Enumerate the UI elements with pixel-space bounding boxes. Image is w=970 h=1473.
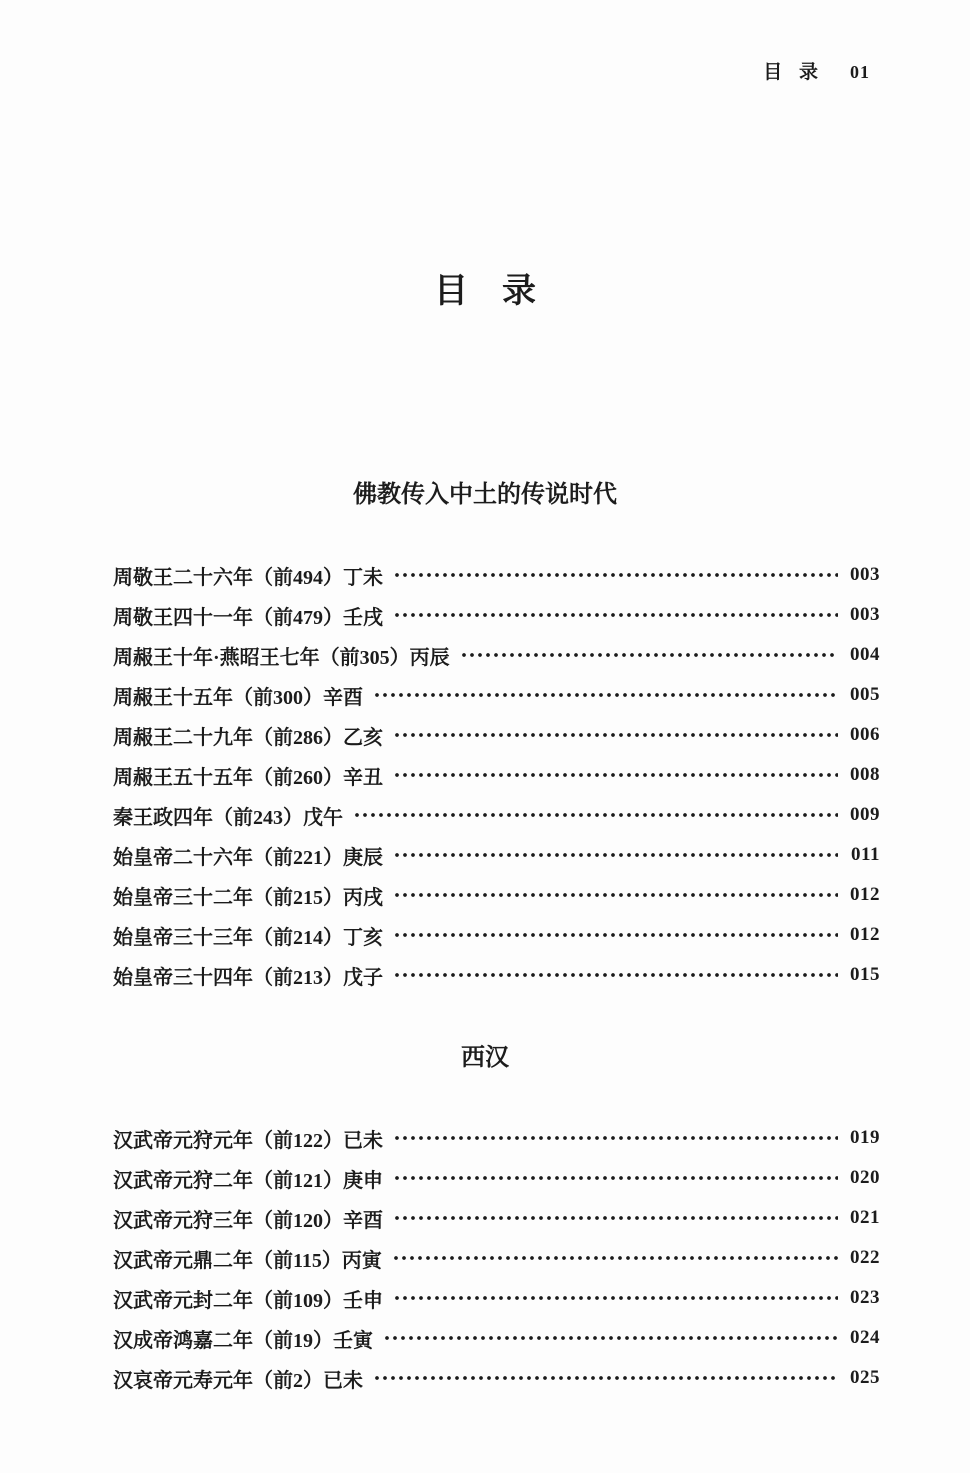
section-entries xyxy=(0,1118,970,1398)
dotted-leader xyxy=(393,915,838,955)
entry-page-number: 015 xyxy=(850,964,880,985)
dotted-leader xyxy=(353,795,838,835)
entry-page-number: 012 xyxy=(850,924,880,945)
entry-page-number: 020 xyxy=(850,1167,880,1188)
toc-entry-row xyxy=(0,875,970,915)
toc-entry-row xyxy=(0,755,970,795)
entry-title: 汉武帝元狩二年（前121）庚申 xyxy=(113,1169,383,1192)
entry-page-number: 011 xyxy=(851,844,880,865)
toc-entry-row xyxy=(0,675,970,715)
dotted-leader xyxy=(393,755,838,795)
toc-entry-row xyxy=(0,795,970,835)
entry-title: 周赧王五十五年（前260）辛丑 xyxy=(113,766,383,789)
entry-title: 始皇帝三十三年（前214）丁亥 xyxy=(113,926,383,949)
section-heading: 西汉 xyxy=(461,1045,509,1071)
entry-page-number: 004 xyxy=(850,644,880,665)
entry-title: 周敬王二十六年（前494）丁未 xyxy=(113,566,383,589)
dotted-leader xyxy=(460,635,838,675)
dotted-leader xyxy=(393,555,838,595)
entry-title: 汉哀帝元寿元年（前2）已未 xyxy=(113,1369,363,1392)
dotted-leader xyxy=(393,1158,838,1198)
running-header xyxy=(763,61,870,84)
section-entries xyxy=(0,555,970,995)
dotted-leader xyxy=(393,1198,838,1238)
entry-title: 汉成帝鸿嘉二年（前19）壬寅 xyxy=(113,1329,373,1352)
entry-page-number: 012 xyxy=(850,884,880,905)
entry-page-number: 005 xyxy=(850,684,880,705)
entry-title: 始皇帝三十四年（前213）戊子 xyxy=(113,966,383,989)
entry-title: 汉武帝元鼎二年（前115）丙寅 xyxy=(113,1249,382,1272)
toc-entry-row xyxy=(0,1278,970,1318)
entry-title: 汉武帝元狩三年（前120）辛酉 xyxy=(113,1209,383,1232)
entry-page-number: 003 xyxy=(850,604,880,625)
toc-section xyxy=(0,1043,970,1398)
entry-title: 始皇帝三十二年（前215）丙戌 xyxy=(113,886,383,909)
entry-title: 周赧王二十九年（前286）乙亥 xyxy=(113,726,383,749)
toc-entry-row xyxy=(0,1198,970,1238)
dotted-leader xyxy=(393,715,838,755)
toc-entry-row xyxy=(0,595,970,635)
entry-title: 周赧王十五年（前300）辛酉 xyxy=(113,686,363,709)
toc-entry-row xyxy=(0,1358,970,1398)
entry-page-number: 023 xyxy=(850,1287,880,1308)
toc-entry-row xyxy=(0,1318,970,1358)
entry-title: 周敬王四十一年（前479）壬戌 xyxy=(113,606,383,629)
dotted-leader xyxy=(393,875,838,915)
toc-entry-row xyxy=(0,635,970,675)
entry-title: 周赧王十年·燕昭王七年（前305）丙辰 xyxy=(113,646,450,669)
entry-page-number: 021 xyxy=(850,1207,880,1228)
toc-entry-row xyxy=(0,915,970,955)
entry-page-number: 022 xyxy=(850,1247,880,1268)
entry-title: 汉武帝元狩元年（前122）已未 xyxy=(113,1129,383,1152)
entry-page-number: 009 xyxy=(850,804,880,825)
dotted-leader xyxy=(393,595,838,635)
dotted-leader xyxy=(373,1358,838,1398)
running-header-page-number: 01 xyxy=(850,62,870,82)
toc-entry-row xyxy=(0,835,970,875)
dotted-leader xyxy=(383,1318,838,1358)
dotted-leader xyxy=(393,1118,838,1158)
page-title: 目 录 xyxy=(434,273,536,310)
toc-entry-row xyxy=(0,715,970,755)
dotted-leader xyxy=(393,955,838,995)
dotted-leader xyxy=(393,835,838,875)
toc-entry-row xyxy=(0,1118,970,1158)
toc-entry-row xyxy=(0,555,970,595)
entry-page-number: 025 xyxy=(850,1367,880,1388)
dotted-leader xyxy=(373,675,838,715)
entry-page-number: 019 xyxy=(850,1127,880,1148)
entry-page-number: 003 xyxy=(850,564,880,585)
toc-section xyxy=(0,480,970,995)
entry-page-number: 024 xyxy=(850,1327,880,1348)
entry-title: 秦王政四年（前243）戊午 xyxy=(113,806,343,829)
entry-title: 汉武帝元封二年（前109）壬申 xyxy=(113,1289,383,1312)
entry-page-number: 008 xyxy=(850,764,880,785)
section-heading: 佛教传入中土的传说时代 xyxy=(353,482,617,508)
dotted-leader xyxy=(393,1278,838,1318)
entry-page-number: 006 xyxy=(850,724,880,745)
running-header-title: 目 录 xyxy=(763,62,824,83)
toc-entry-row xyxy=(0,1238,970,1278)
toc-entry-row xyxy=(0,955,970,995)
entry-title: 始皇帝二十六年（前221）庚辰 xyxy=(113,846,383,869)
dotted-leader xyxy=(392,1238,838,1278)
toc-entry-row xyxy=(0,1158,970,1198)
